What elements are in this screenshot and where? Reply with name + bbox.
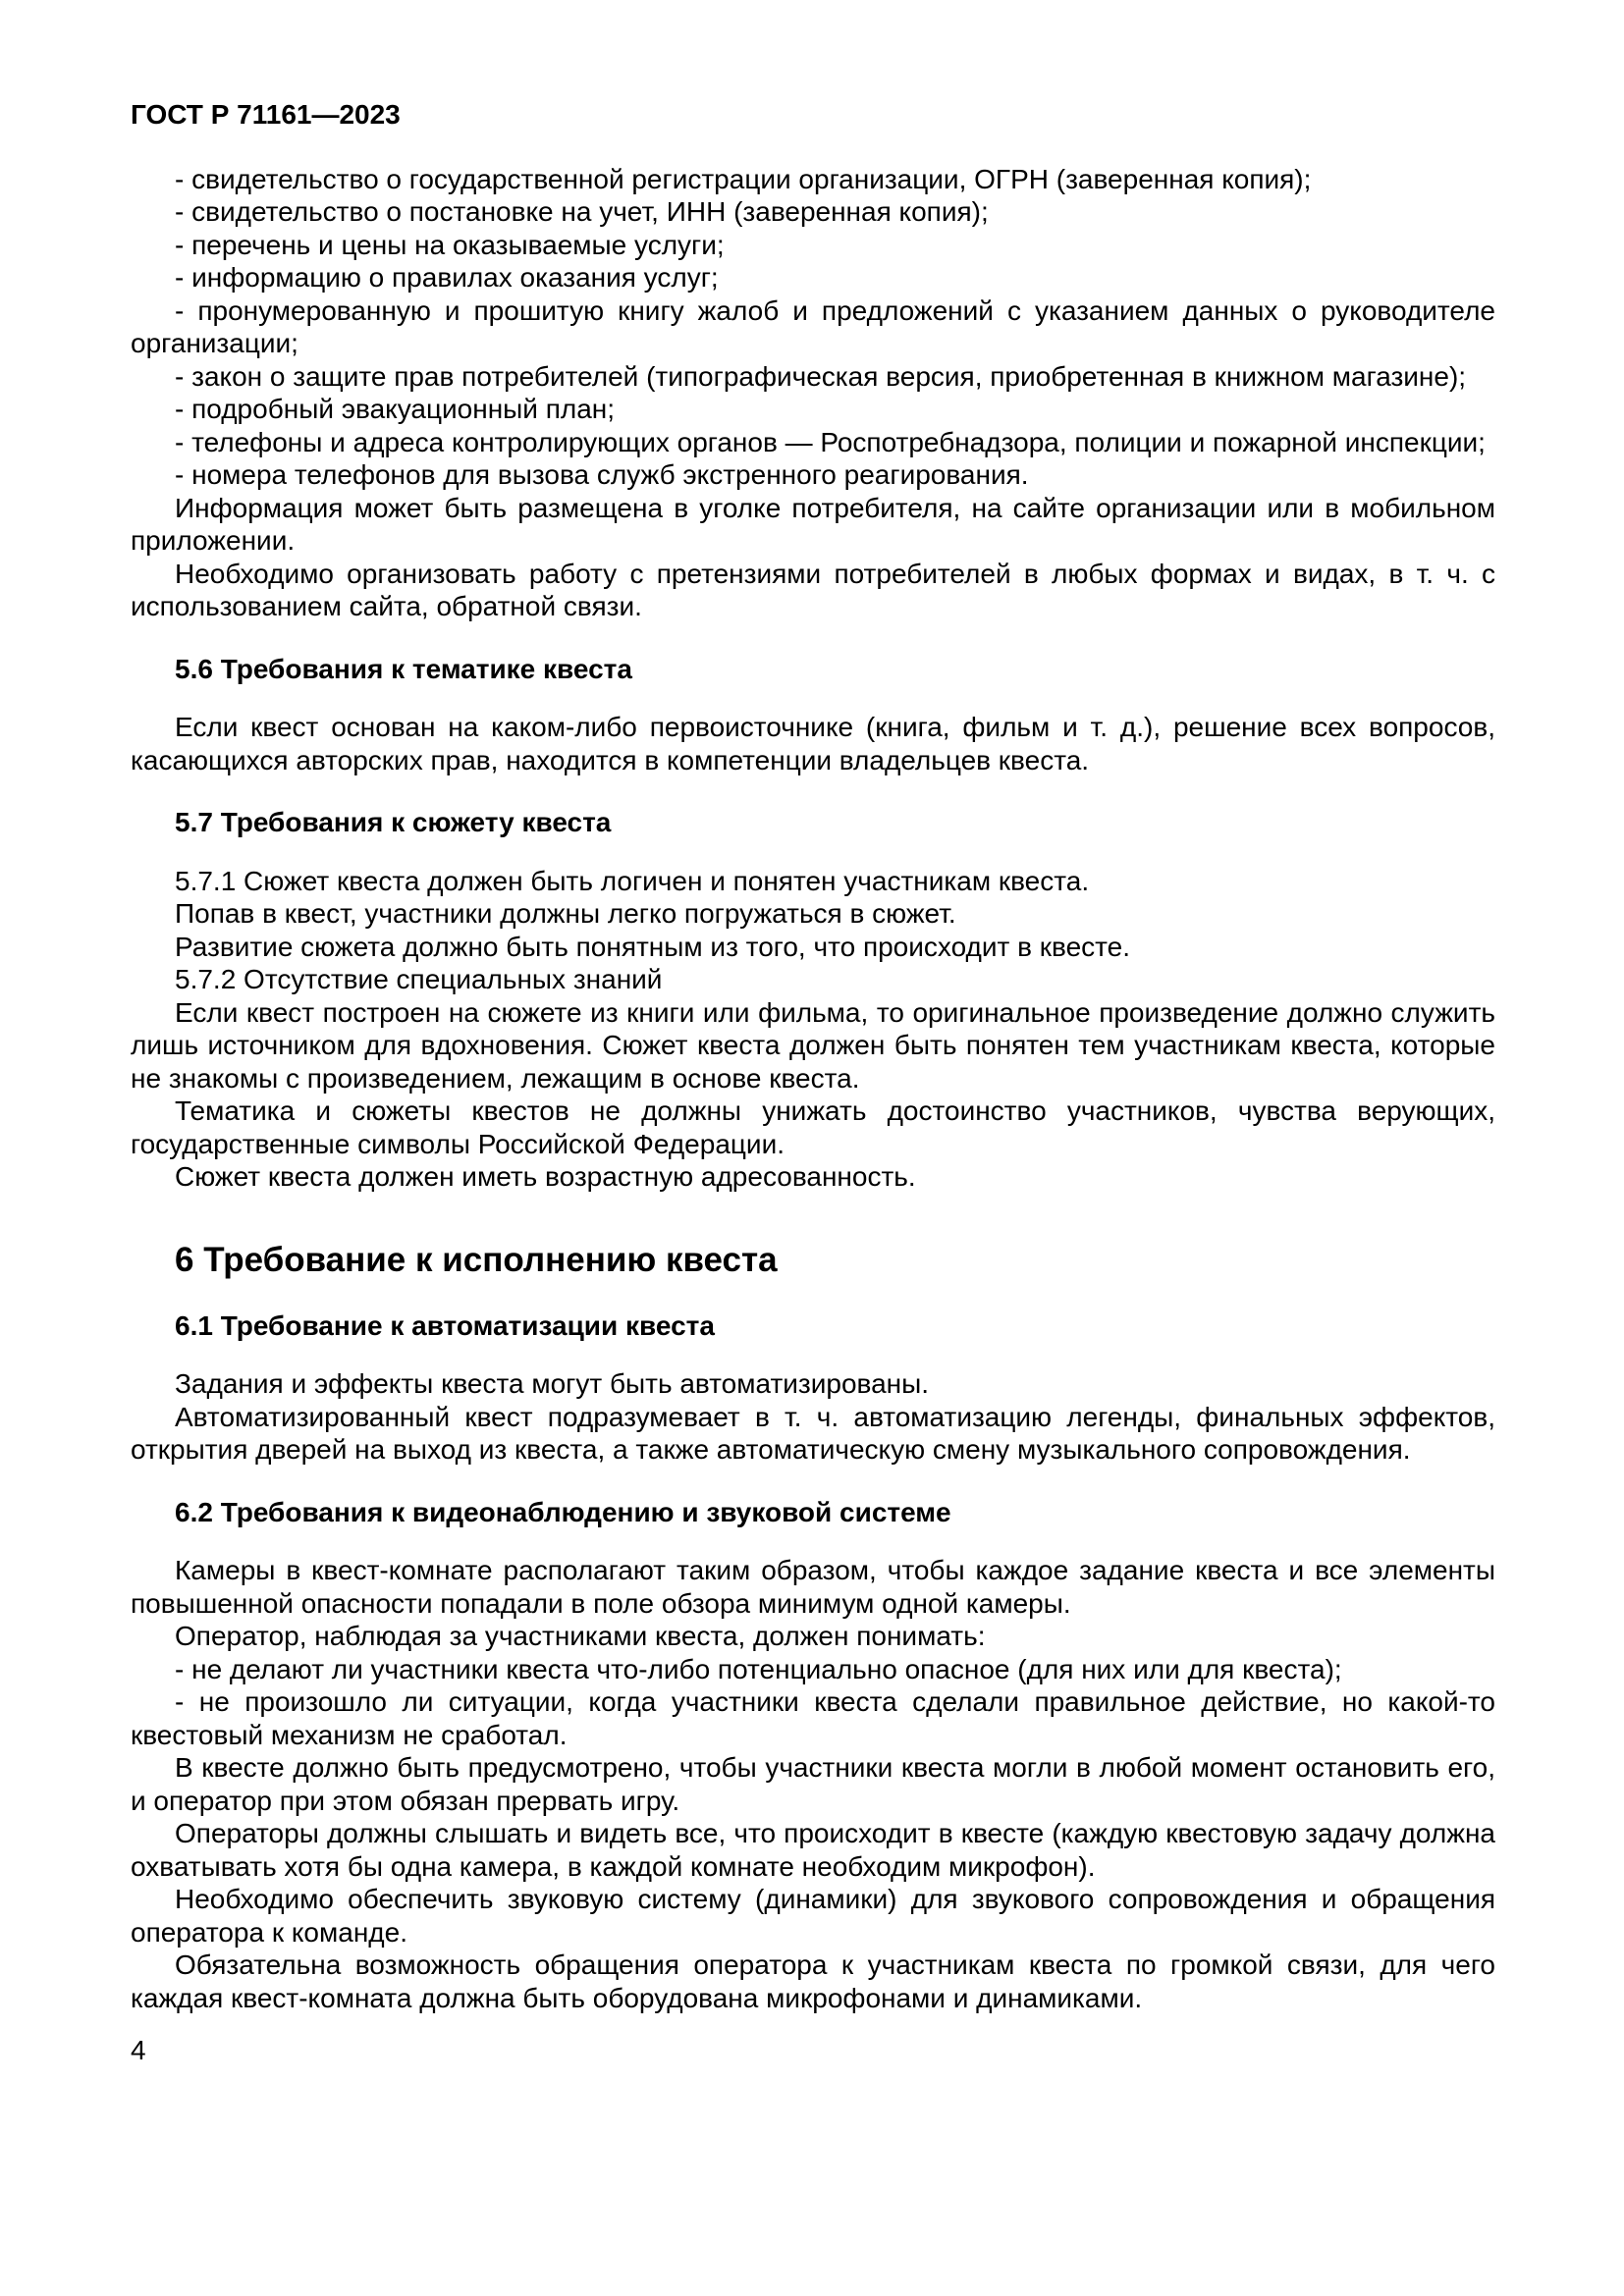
paragraph: Оператор, наблюдая за участниками квеста, должен понимать: — [175, 1621, 986, 1651]
paragraph: Если квест основан на каком-либо первоисточнике (книга, фильм и т. д.), решение всех вопросов, касающихся авторских прав, находится в компетенции владельцев квеста. — [131, 712, 1495, 775]
paragraph: Информация может быть размещена в уголке потребителя, на сайте организации или в мобильном приложении. — [131, 492, 1495, 556]
paragraph: Камеры в квест-комнате располагают таким образом, чтобы каждое задание квеста и все элементы повышенной опасности попадали в поле обзора минимум одной камеры. — [131, 1555, 1495, 1619]
paragraph: В квесте должно быть предусмотрено, чтобы участники квеста могли в любой момент остановить его, и оператор при этом обязан прервать игру. — [131, 1752, 1495, 1816]
subsection-heading: 5.6 Требования к тематике квеста — [175, 653, 632, 684]
paragraph: Развитие сюжета должно быть понятным из того, что происходит в квесте. — [175, 931, 1131, 962]
list-item: - свидетельство о государственной регистрации организации, ОГРН (заверенная копия); — [175, 163, 1312, 194]
subsection-heading: 6.1 Требование к автоматизации квеста — [175, 1309, 715, 1341]
list-item: - пронумерованную и прошитую книгу жалоб и предложений с указанием данных о руководителе организации; — [131, 294, 1495, 358]
document-header: ГОСТ Р 71161—2023 — [131, 99, 401, 130]
list-item: - перечень и цены на оказываемые услуги; — [175, 229, 725, 260]
paragraph: 5.7.2 Отсутствие специальных знаний — [175, 964, 663, 994]
list-item: - не произошло ли ситуации, когда участники квеста сделали правильное действие, но какой-то квестовый механизм не сработал. — [131, 1686, 1495, 1750]
paragraph: Необходимо организовать работу с претензиями потребителей в любых формах и видах, в т. ч. с использованием сайта, обратной связи. — [131, 558, 1495, 621]
list-item: - информацию о правилах оказания услуг; — [175, 262, 719, 293]
paragraph: Автоматизированный квест подразумевает в т. ч. автоматизацию легенды, финальных эффектов, открытия дверей на выход из квеста, а также автоматическую смену музыкального сопровождения. — [131, 1401, 1495, 1465]
section-heading: 6 Требование к исполнению квеста — [175, 1240, 778, 1279]
paragraph: Сюжет квеста должен иметь возрастную адресованность. — [175, 1161, 916, 1192]
paragraph: 5.7.1 Сюжет квеста должен быть логичен и понятен участникам квеста. — [175, 865, 1090, 896]
paragraph: Операторы должны слышать и видеть все, что происходит в квесте (каждую квестовую задачу должна охватывать хотя бы одна камера, в каждой комнате необходим микрофон). — [131, 1818, 1495, 1882]
subsection-heading: 6.2 Требования к видеонаблюдению и звуковой системе — [175, 1496, 951, 1527]
paragraph: Если квест построен на сюжете из книги или фильма, то оригинальное произведение должно служить лишь источником для вдохновения. Сюжет квеста должен быть понятен тем участникам квеста, которые не знакомы с произведением, лежащим в основе квеста. — [131, 996, 1495, 1094]
paragraph: Попав в квест, участники должны легко погружаться в сюжет. — [175, 898, 956, 929]
paragraph: Задания и эффекты квеста могут быть автоматизированы. — [175, 1368, 930, 1399]
paragraph: Тематика и сюжеты квестов не должны унижать достоинство участников, чувства верующих, государственные символы Российской Федерации. — [131, 1095, 1495, 1159]
list-item: - подробный эвакуационный план; — [175, 394, 616, 424]
document-body — [131, 163, 1495, 2015]
list-item: - закон о защите прав потребителей (типографическая версия, приобретенная в книжном магазине); — [175, 360, 1467, 392]
paragraph: Необходимо обеспечить звуковую систему (динамики) для звукового сопровождения и обращения оператора к команде. — [131, 1884, 1495, 1948]
list-item: - не делают ли участники квеста что-либо потенциально опасное (для них или для квеста); — [175, 1653, 1342, 1684]
paragraph: Обязательна возможность обращения оператора к участникам квеста по громкой связи, для чего каждая квест-комната должна быть оборудована микрофонами и динамиками. — [131, 1949, 1495, 2013]
page-number: 4 — [131, 2035, 146, 2065]
list-item: - телефоны и адреса контролирующих органов — Роспотребнадзора, полиции и пожарной инспекции; — [175, 426, 1486, 457]
list-item: - свидетельство о постановке на учет, ИНН (заверенная копия); — [175, 196, 989, 227]
list-item: - номера телефонов для вызова служб экстренного реагирования. — [175, 459, 1029, 490]
subsection-heading: 5.7 Требования к сюжету квеста — [175, 807, 612, 837]
